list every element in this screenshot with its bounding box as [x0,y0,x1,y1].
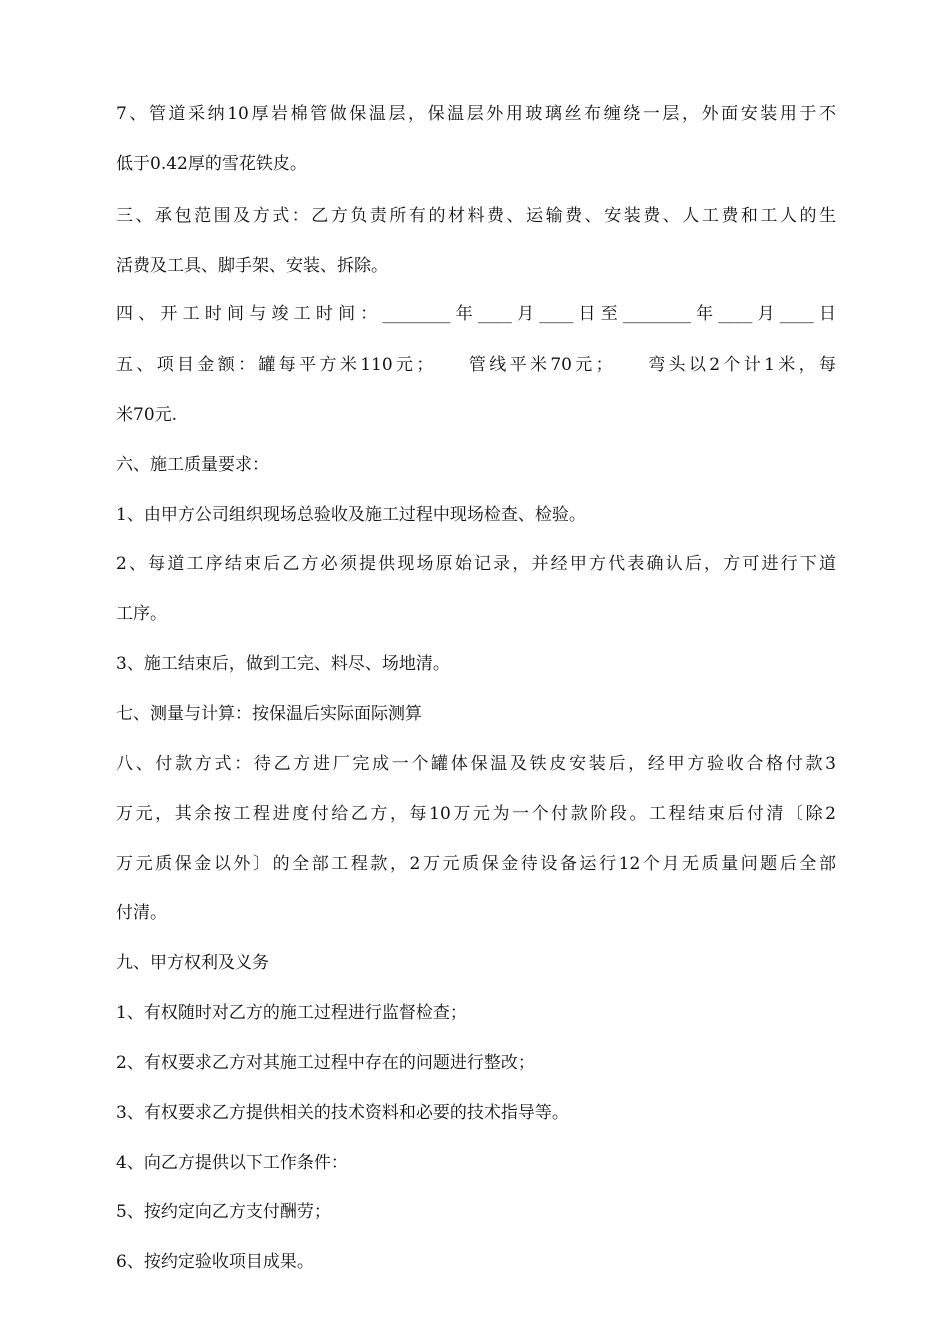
payment-line-3: 万元质保金以外〕的全部工程款，2万元质保金待设备运行12个月无质量问题后全部 [116,854,836,874]
payment-line-1: 八、付款方式：待乙方进厂完成一个罐体保温及铁皮安装后，经甲方验收合格付款3 [116,754,836,774]
party-a-right-5: 5、按约定向乙方支付酬劳； [116,1202,331,1222]
amount-line-2: 米70元. [116,405,178,425]
pipe-insulation-line-2: 低于0.42厚的雪花铁皮。 [116,154,307,174]
measurement-line: 七、测量与计算：按保温后实际面际测算 [116,704,422,724]
payment-line-2: 万元，其余按工程进度付给乙方，每10万元为一个付款阶段。工程结束后付清〔除2 [116,804,836,824]
quality-item-1: 1、由甲方公司组织现场总验收及施工过程中现场检查、检验。 [116,505,586,525]
party-a-right-2: 2、有权要求乙方对其施工过程中存在的问题进行整改； [116,1053,535,1073]
quality-heading: 六、施工质量要求： [116,455,269,475]
pipe-insulation-line-1: 7、管道采纳10厚岩棉管做保温层，保温层外用玻璃丝布缠绕一层，外面安装用于不 [116,104,836,124]
quality-item-2-line-1: 2、每道工序结束后乙方必须提供现场原始记录，并经甲方代表确认后，方可进行下道 [116,554,836,574]
party-a-rights-heading: 九、甲方权利及义务 [116,953,269,973]
scope-line-1: 三、承包范围及方式：乙方负责所有的材料费、运输费、安装费、人工费和工人的生 [116,206,836,226]
payment-line-4: 付清。 [116,903,167,923]
scope-line-2: 活费及工具、脚手架、安装、拆除。 [116,256,388,276]
party-a-right-3: 3、有权要求乙方提供相关的技术资料和必要的技术指导等。 [116,1103,569,1123]
party-a-right-1: 1、有权随时对乙方的施工过程进行监督检查； [116,1003,467,1023]
schedule-line: 四、开工时间与竣工时间：________年____月____日至________年____月____日 [116,304,836,324]
quality-item-2-line-2: 工序。 [116,604,167,624]
amount-line-1: 五、项目金额：罐每平方米110元； 管线平米70元； 弯头以2个计1米，每 [116,355,836,375]
party-a-right-6: 6、按约定验收项目成果。 [116,1252,314,1272]
quality-item-3: 3、施工结束后，做到工完、料尽、场地清。 [116,654,450,674]
party-a-right-4: 4、向乙方提供以下工作条件： [116,1153,348,1173]
